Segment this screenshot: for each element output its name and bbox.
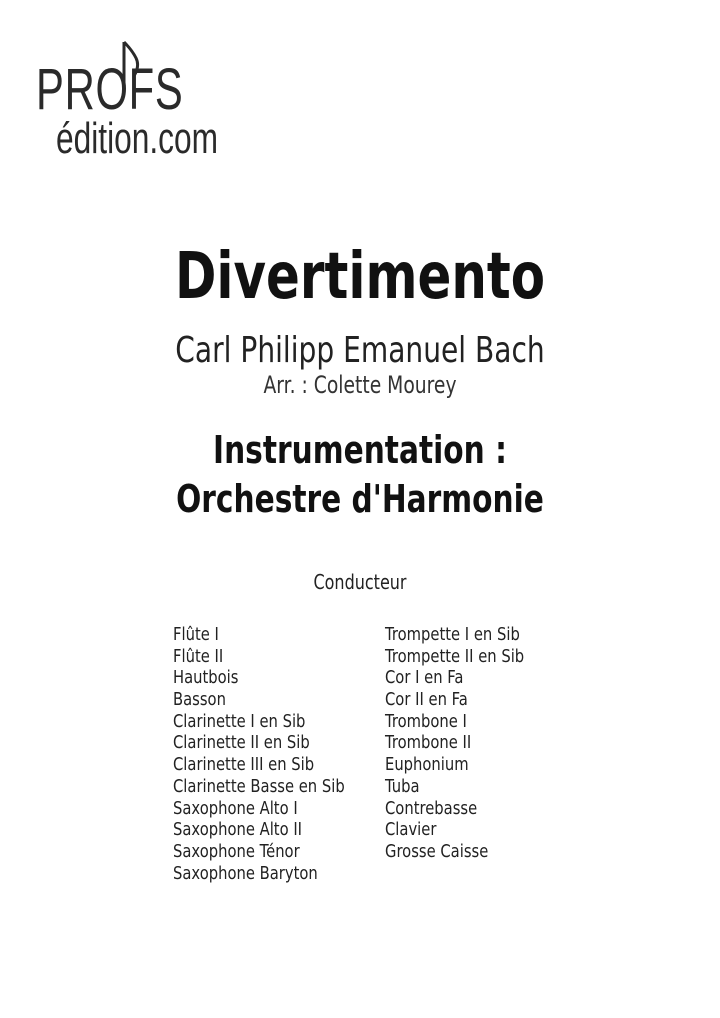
- part-item: Cor II en Fa: [385, 689, 468, 711]
- part-item: Flûte I: [173, 624, 219, 645]
- part-item: Clarinette II en Sib: [173, 732, 310, 754]
- part-item: Hautbois: [173, 667, 239, 689]
- part-item: Trombone II: [385, 732, 472, 754]
- parts-list-left: [173, 624, 382, 884]
- conductor-label: Conducteur: [313, 570, 407, 594]
- part-item: Clarinette I en Sib: [173, 710, 306, 732]
- parts-list-right: [385, 624, 555, 863]
- part-item: Euphonium: [385, 754, 469, 776]
- logo-wordmark: PROFS: [36, 57, 184, 122]
- part-item: Saxophone Alto I: [173, 797, 298, 819]
- part-item: Grosse Caisse: [385, 840, 489, 862]
- part-item: Trompette I en Sib: [385, 624, 520, 645]
- part-item: Saxophone Baryton: [173, 862, 318, 884]
- publisher-logo: [36, 36, 246, 163]
- part-item: Clarinette Basse en Sib: [173, 775, 345, 797]
- part-item: Saxophone Alto II: [173, 819, 303, 841]
- part-item: Trombone I: [385, 710, 467, 732]
- part-item: Cor I en Fa: [385, 667, 464, 689]
- part-item: Clarinette III en Sib: [173, 754, 315, 776]
- part-item: Saxophone Ténor: [173, 840, 300, 862]
- instrumentation-label: Instrumentation :: [213, 428, 507, 472]
- part-item: Tuba: [385, 775, 420, 797]
- part-item: Trompette II en Sib: [385, 645, 525, 667]
- logo-domain: édition.com: [56, 114, 219, 163]
- arranger-name: Arr. : Colette Mourey: [263, 371, 457, 399]
- part-item: Contrebasse: [385, 797, 478, 819]
- composer-name: Carl Philipp Emanuel Bach: [175, 330, 545, 371]
- part-item: Basson: [173, 689, 226, 711]
- score-title: Divertimento: [174, 240, 546, 314]
- part-item: Clavier: [385, 819, 437, 841]
- part-item: Flûte II: [173, 645, 224, 667]
- ensemble-name: Orchestre d'Harmonie: [176, 477, 544, 521]
